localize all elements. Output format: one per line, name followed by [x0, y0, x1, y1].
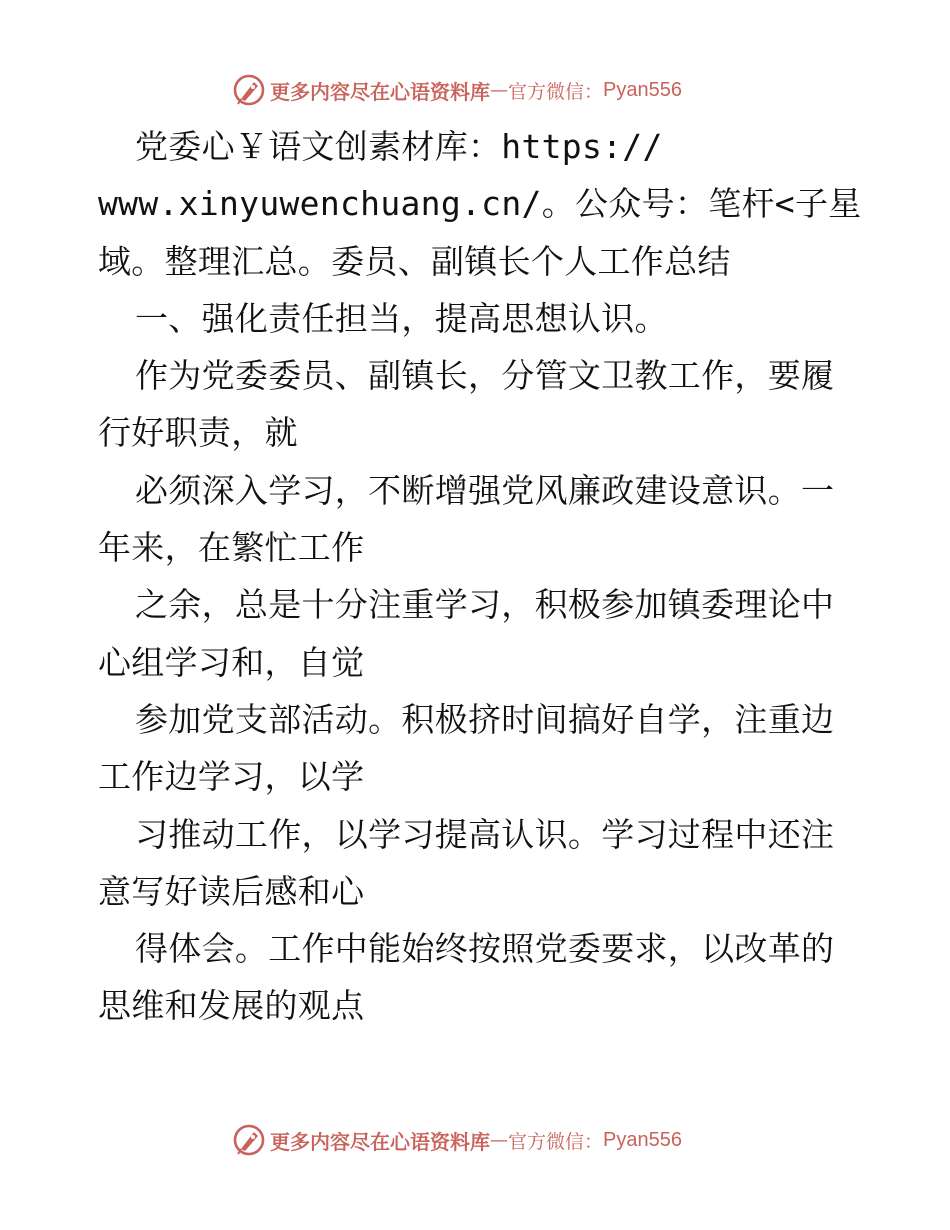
body-line: 参加党支部活动。积极挤时间搞好自学，注重边 [135, 699, 835, 739]
banner-dash: — [490, 1129, 508, 1151]
footer-banner [232, 1122, 712, 1158]
body-line: www.xinyuwenchuang.cn/。公众号：笔杆<子星 [98, 184, 862, 224]
body-line: 必须深入学习，不断增强党风廉政建设意识。一 [135, 470, 835, 510]
banner-wechat-id: Pyan556 [603, 78, 682, 101]
banner-wechat-label: 官方微信： [508, 80, 604, 103]
body-line: 思维和发展的观点 [98, 986, 365, 1026]
body-line: 习推动工作，以学习提高认识。学习过程中还注 [135, 814, 835, 854]
body-line: 得体会。工作中能始终按照党委要求，以改革的 [135, 929, 835, 969]
body-line: 之余，总是十分注重学习，积极参加镇委理论中 [135, 585, 835, 625]
banner-wechat-id: Pyan556 [603, 1128, 682, 1151]
body-line: 心组学习和，自觉 [98, 642, 365, 682]
body-line: 作为党委委员、副镇长，分管文卫教工作，要履 [135, 356, 835, 396]
document-body [98, 118, 862, 1035]
pen-nib-logo-icon [232, 73, 266, 107]
banner-slogan: 更多内容尽在心语资料库 [270, 1129, 490, 1154]
banner-slogan: 更多内容尽在心语资料库 [270, 79, 490, 104]
body-line: 年来，在繁忙工作 [98, 528, 365, 568]
body-line: 意写好读后感和心 [98, 871, 365, 911]
body-line: 一、强化责任担当，提高思想认识。 [135, 298, 668, 338]
header-banner [232, 72, 712, 108]
body-line: 党委心￥语文创素材库：https:// [135, 127, 663, 166]
body-line: 域。整理汇总。委员、副镇长个人工作总结 [98, 241, 731, 281]
body-line: 行好职责，就 [98, 413, 298, 453]
pen-nib-logo-icon [232, 1123, 266, 1157]
body-line: 工作边学习，以学 [98, 757, 365, 797]
banner-wechat-label: 官方微信： [508, 1130, 604, 1153]
banner-dash: — [490, 79, 508, 101]
